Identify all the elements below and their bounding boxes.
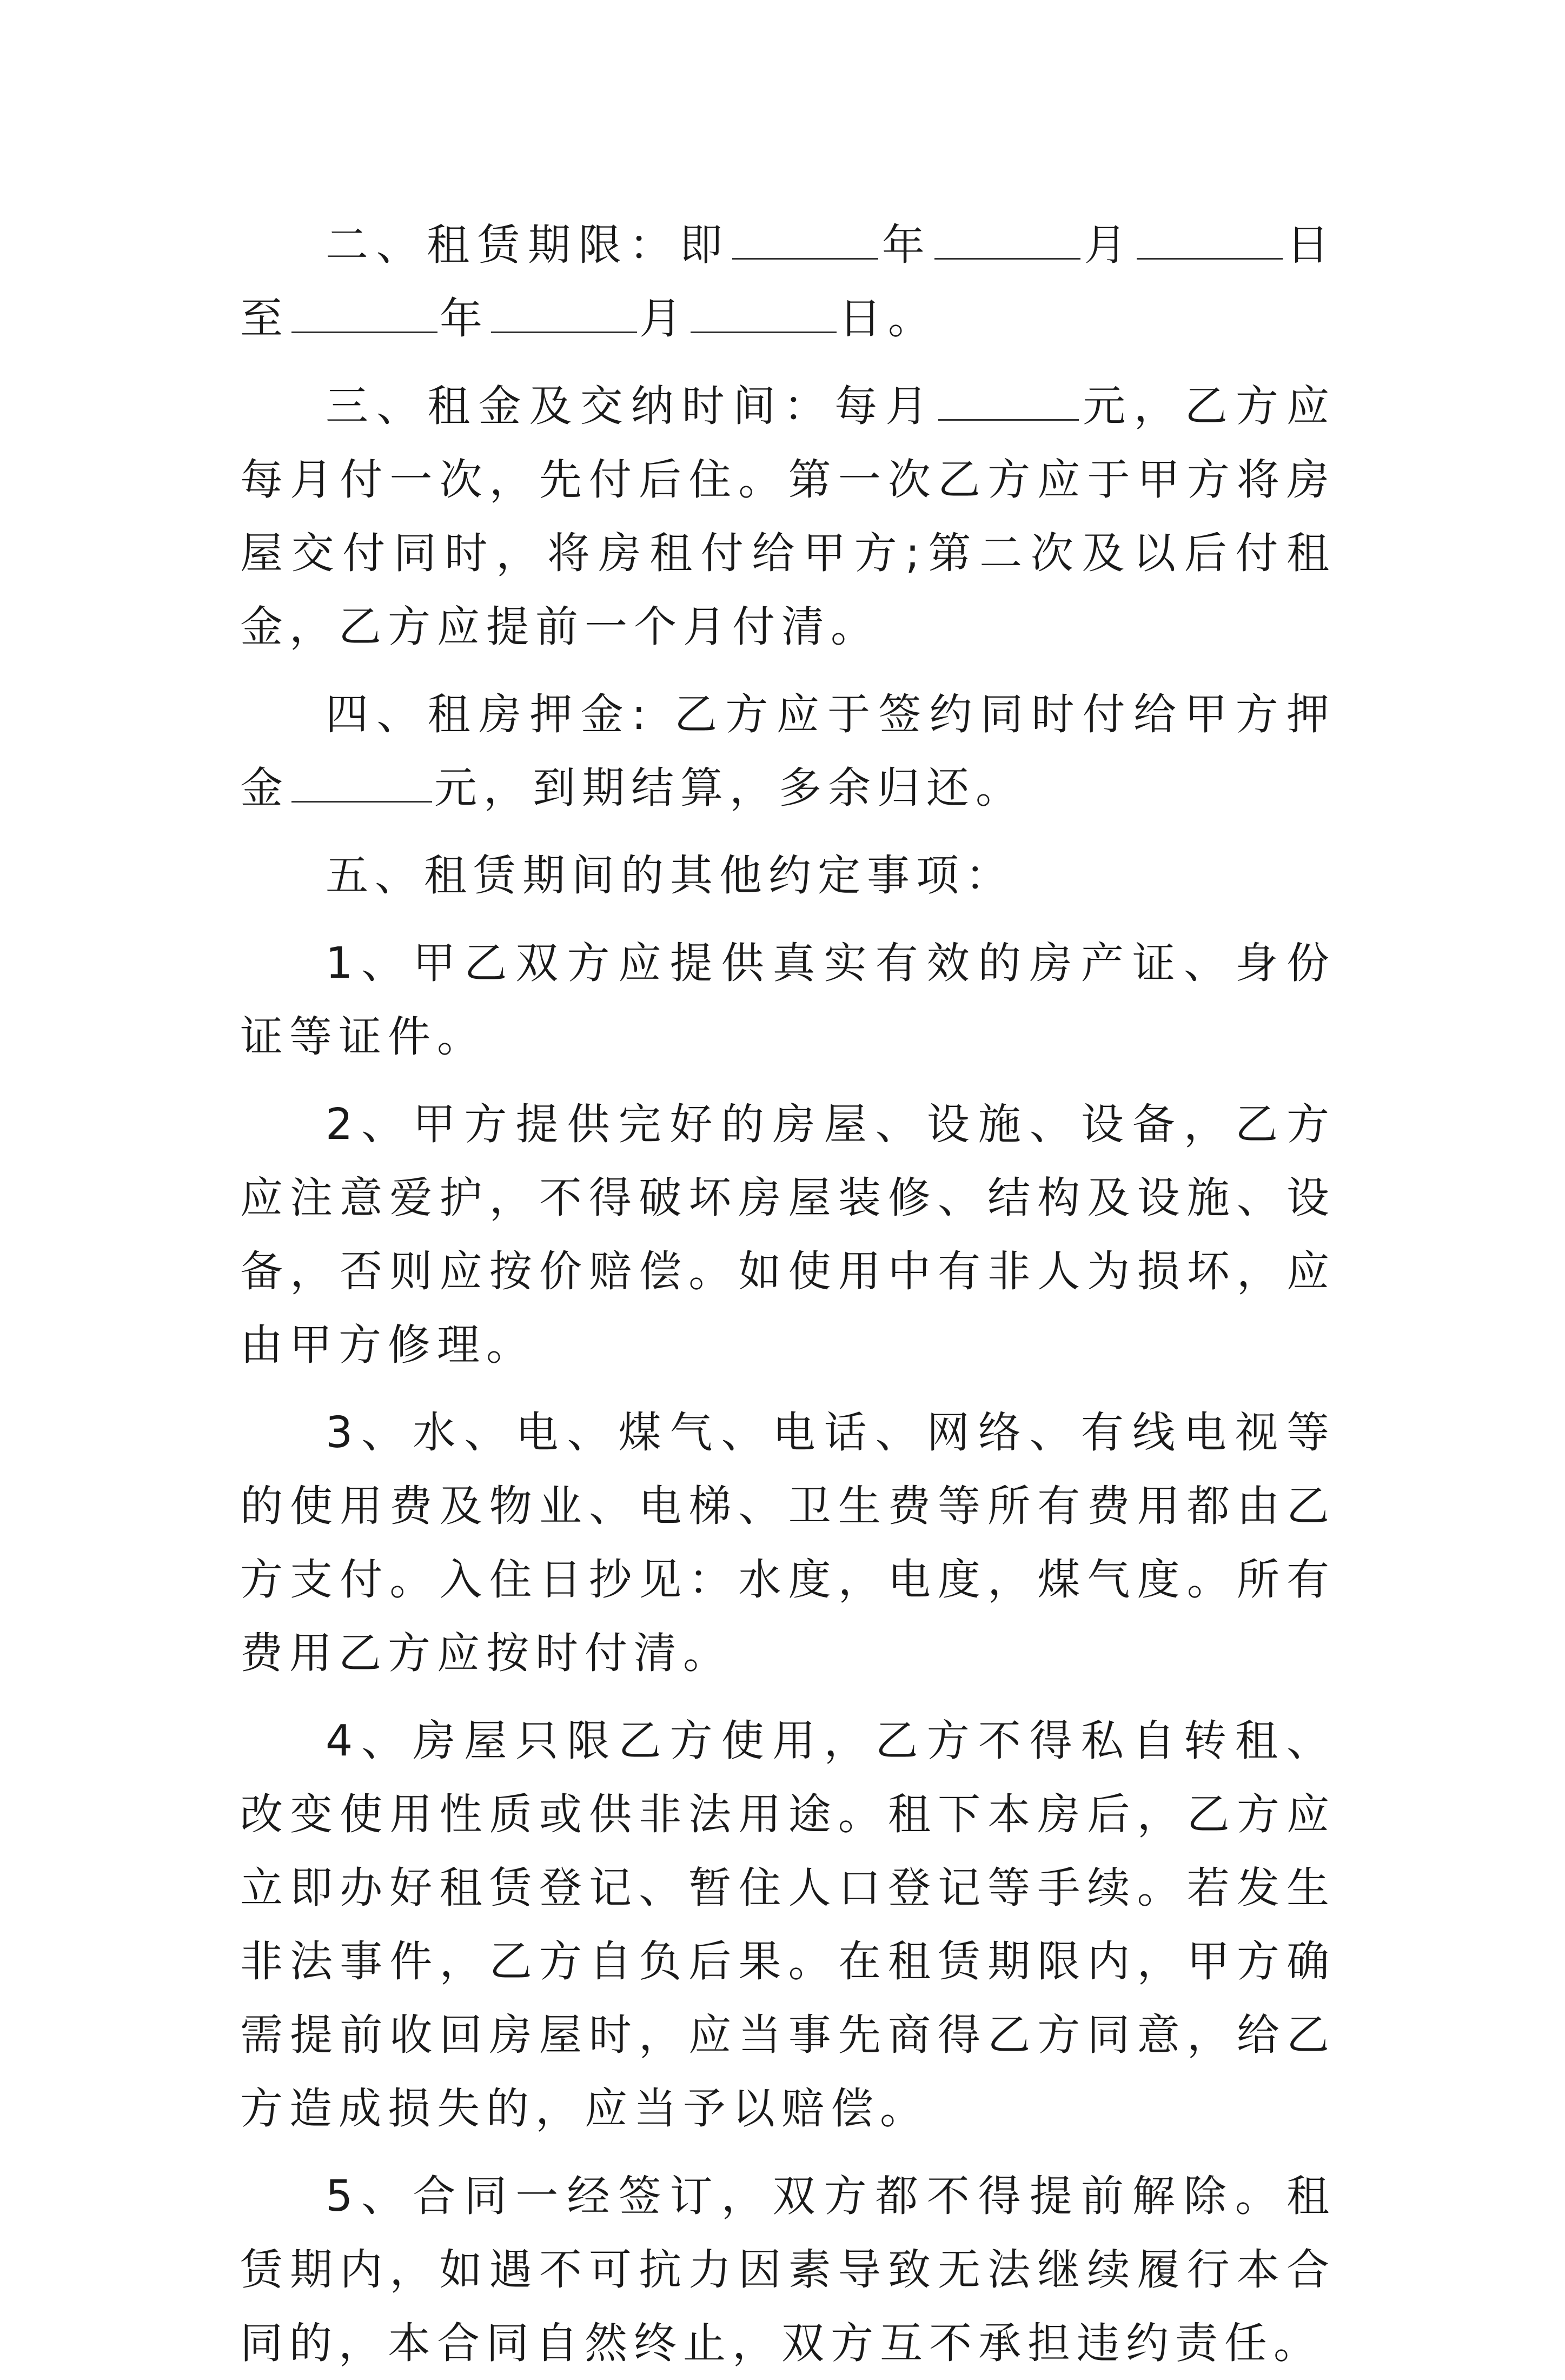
- deposit-terms: 元，到期结算，多余归还。: [434, 763, 1025, 813]
- other-term-item-2: 2、甲方提供完好的房屋、设施、设备，乙方应注意爱护，不得破坏房屋装修、结构及设施、设备，否则应按价赔偿。如使用中有非人为损坏，应由甲方修理。: [240, 1099, 1336, 1370]
- clause-other-terms-heading: 五、租赁期间的其他约定事项：: [326, 851, 1014, 900]
- end-year-unit: 年: [440, 294, 489, 343]
- start-month-unit: 月: [1083, 220, 1135, 270]
- lease-term-label: 二、租赁期限：即: [326, 220, 731, 270]
- start-day-unit: 日至: [240, 220, 1336, 343]
- start-month-blank: [934, 222, 1080, 260]
- deposit-amount-blank: [291, 765, 432, 803]
- end-day-blank: [691, 296, 837, 333]
- other-term-item-3: 3、水、电、煤气、电话、网络、有线电视等的使用费及物业、电梯、卫生费等所有费用都由乙方支付。入住日抄见：水度，电度，煤气度。所有费用乙方应按时付清。: [240, 1408, 1336, 1678]
- monthly-rent-blank: [938, 383, 1079, 421]
- other-term-item-4: 4、房屋只限乙方使用，乙方不得私自转租、改变使用性质或供非法用途。租下本房后，乙方应立即办好租赁登记、暂住人口登记等手续。若发生非法事件，乙方自负后果。在租赁期限内，甲方确需提前收回房屋时，应当事先商得乙方同意，给乙方造成损失的，应当予以赔偿。: [240, 1716, 1336, 2133]
- clause-deposit: [240, 678, 1336, 825]
- end-year-blank: [291, 296, 437, 333]
- deposit-label: 四、租房押金: 乙方应于签约同时付给甲方押金: [240, 690, 1336, 813]
- other-term-item-5: 5、合同一经签订，双方都不得提前解除。租赁期内，如遇不可抗力因素导致无法继续履行本合同的，本合同自然终止，双方互不承担违约责任。: [240, 2171, 1336, 2368]
- end-month-unit: 月: [639, 294, 688, 343]
- start-day-blank: [1137, 222, 1283, 260]
- clause-rent-payment: [240, 369, 1336, 664]
- rent-label: 三、租金及交纳时间：每月: [326, 381, 937, 431]
- start-year-blank: [732, 222, 878, 260]
- clause-lease-term: [240, 208, 1336, 355]
- contract-body: [240, 208, 1336, 2380]
- end-month-blank: [491, 296, 637, 333]
- rent-terms: 元，乙方应每月付一次，先付后住。第一次乙方应于甲方将房屋交付同时，将房租付给甲方;第二次及以后付租金，乙方应提前一个月付清。: [240, 381, 1336, 652]
- start-year-unit: 年: [880, 220, 933, 270]
- other-term-item-1: 1、甲乙双方应提供真实有效的房产证、身份证等证件。: [240, 938, 1336, 1062]
- end-day-unit: 日。: [839, 294, 937, 343]
